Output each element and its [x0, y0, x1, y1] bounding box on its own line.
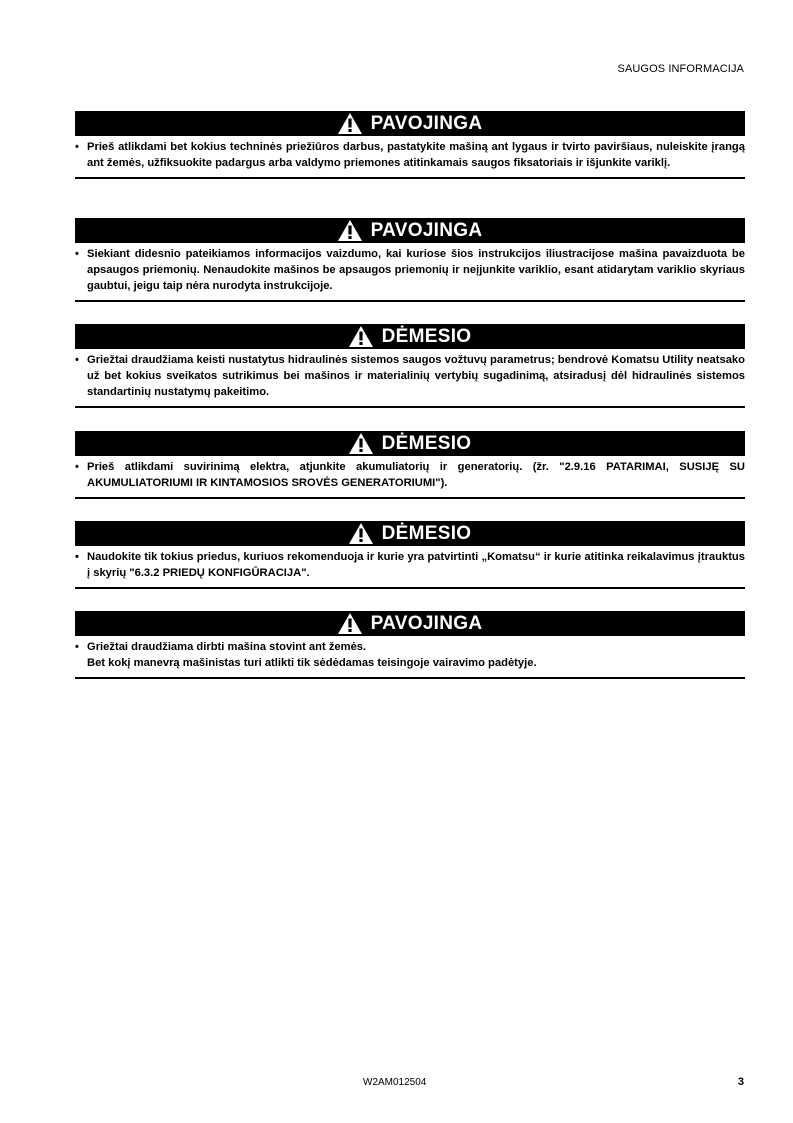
notice-level-label: DĖMESIO — [381, 522, 472, 544]
warning-triangle-icon — [349, 326, 373, 347]
warning-triangle-icon — [338, 220, 362, 241]
safety-notice — [75, 111, 745, 179]
bullet-icon: • — [75, 354, 79, 366]
notice-banner — [75, 324, 745, 349]
divider — [75, 406, 745, 408]
notice-level-label: PAVOJINGA — [370, 219, 483, 241]
notice-level-label: PAVOJINGA — [370, 612, 483, 634]
caution-notice — [75, 521, 745, 589]
notice-banner — [75, 218, 745, 243]
notice-text: Bet kokį manevrą mašinistas turi atlikti tik sėdėdamas teisingoje vairavimo padėtyje. — [87, 657, 537, 669]
divider — [75, 497, 745, 499]
bullet-icon: • — [75, 248, 79, 260]
notice-text: Griežtai draudžiama dirbti mašina stovint ant žemės. — [87, 641, 367, 653]
bullet-icon: • — [75, 641, 79, 653]
warning-triangle-icon — [338, 613, 362, 634]
notice-text: Siekiant didesnio pateikiamos informacijos vaizdumo, kai kuriose šios instrukcijos iliustracijose mašina pavaizduota be apsaugos priemonių. Nenaudokite mašinos be apsaugos priemonių ir neįjunkite variklio, esant atidarytam variklio skyriaus gaubtui, jeigu taip nėra nurodyta instrukcijoje. — [87, 248, 745, 292]
divider — [75, 177, 745, 179]
safety-notice — [75, 218, 745, 302]
bullet-icon: • — [75, 551, 79, 563]
document-code: W2AM012504 — [363, 1077, 427, 1088]
notice-text: Prieš atlikdami bet kokius techninės priežiūros darbus, pastatykite mašiną ant lygaus ir tvirto paviršiaus, nuleiskite įrangą ant žemės, užfiksuokite padargus arba valdymo priemones atitinkamais saugos fiksatoriais ir išjunkite variklį. — [87, 141, 745, 169]
warning-triangle-icon — [349, 433, 373, 454]
notice-banner — [75, 521, 745, 546]
notice-level-label: DĖMESIO — [381, 325, 472, 347]
bullet-icon: • — [75, 141, 79, 153]
notice-banner — [75, 111, 745, 136]
page-number: 3 — [737, 1076, 744, 1088]
notice-banner — [75, 611, 745, 636]
bullet-icon: • — [75, 461, 79, 473]
notice-banner — [75, 431, 745, 456]
notice-level-label: PAVOJINGA — [370, 112, 483, 134]
notice-level-label: DĖMESIO — [381, 432, 472, 454]
divider — [75, 677, 745, 679]
caution-notice — [75, 324, 745, 408]
safety-notice — [75, 611, 745, 679]
warning-triangle-icon — [338, 113, 362, 134]
notice-text: Griežtai draudžiama keisti nustatytus hidraulinės sistemos saugos vožtuvų parametrus; bendrovė Komatsu Utility neatsako už bet kokius sveikatos sutrikimus bei mašinos ir materialinių vertybių sugadinimą, atsiradusį dėl hidraulinės sistemos standartinių nustatymų pakeitimo. — [87, 354, 745, 398]
divider — [75, 300, 745, 302]
divider — [75, 587, 745, 589]
page-header-title: SAUGOS INFORMACIJA — [617, 63, 744, 75]
notice-text: Naudokite tik tokius priedus, kuriuos rekomenduoja ir kurie yra patvirtinti „Komatsu“ ir kurie atitinka reikalavimus įtrauktus į skyrių "6.3.2 PRIEDŲ KONFIGŪRACIJA". — [87, 551, 745, 579]
notice-text: Prieš atlikdami suvirinimą elektra, atjunkite akumuliatorių ir generatorių. (žr. "2.9.16 PATARIMAI, SUSIJĘ SU AKUMULIATORIUMI IR KINTAMOSIOS SROVĖS GENERATORIUMI"). — [87, 461, 745, 489]
caution-notice — [75, 431, 745, 499]
warning-triangle-icon — [349, 523, 373, 544]
